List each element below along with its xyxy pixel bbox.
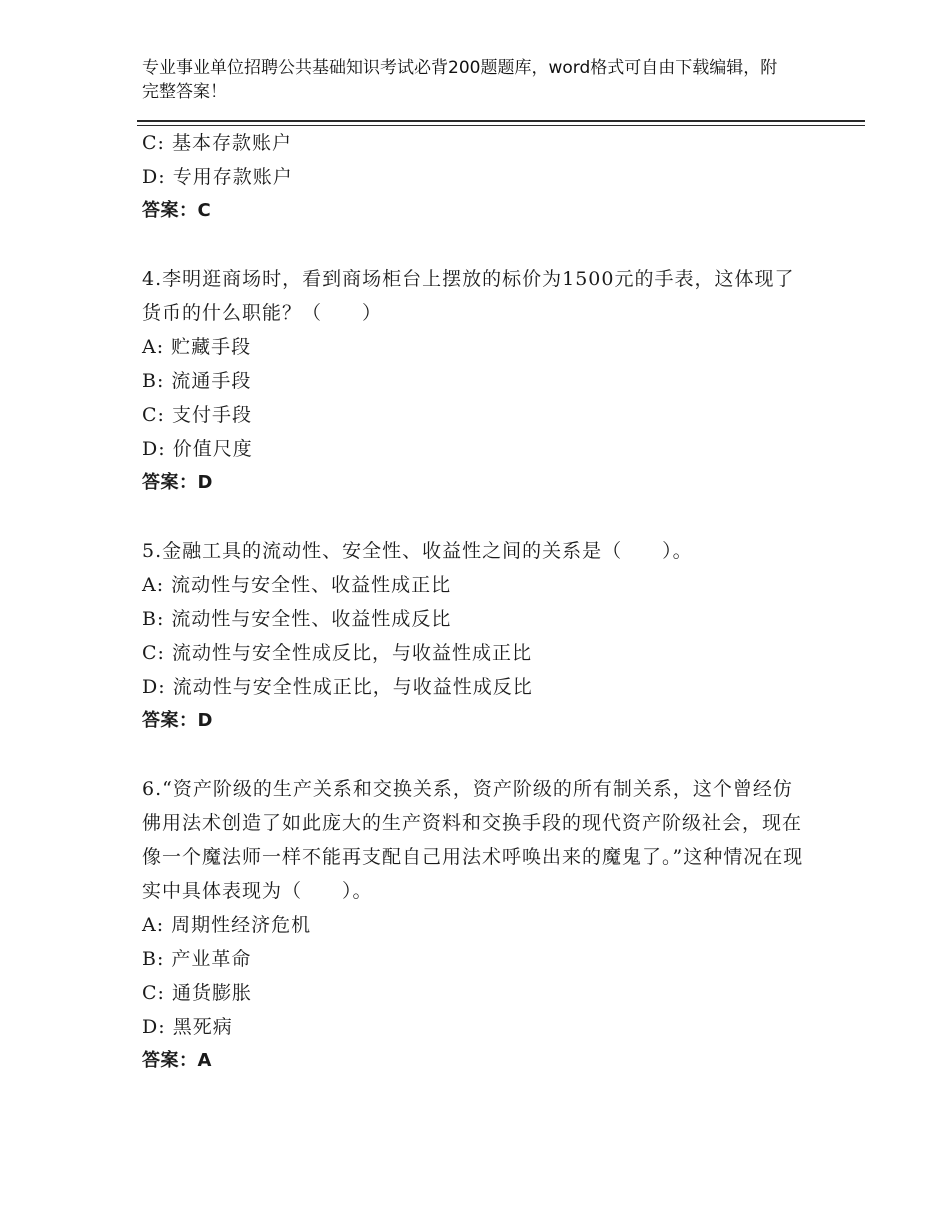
option-a — [142, 568, 812, 602]
option-c — [142, 126, 812, 160]
option-text: 周期性经济危机 — [171, 914, 312, 936]
option-d — [142, 160, 812, 194]
option-letter: A: — [142, 336, 165, 358]
option-text: 支付手段 — [172, 404, 253, 426]
question-text: 5.金融工具的流动性、安全性、收益性之间的关系是（ ）。 — [142, 540, 693, 562]
option-letter: B: — [142, 370, 165, 392]
option-b — [142, 942, 812, 976]
spacer — [142, 228, 812, 262]
option-text: 流通手段 — [171, 370, 252, 392]
option-letter: C: — [142, 132, 165, 154]
question-4 — [142, 262, 812, 500]
answer-line: 答案：D — [142, 710, 213, 731]
option-letter: C: — [142, 404, 165, 426]
option-text: 通货膨胀 — [172, 982, 253, 1004]
option-letter: A: — [142, 574, 165, 596]
header-title: 专业事业单位招聘公共基础知识考试必背200题题库，word格式可自由下载编辑，附完整答案！ — [142, 58, 778, 102]
option-a — [142, 330, 812, 364]
option-a — [142, 908, 812, 942]
option-letter: D: — [142, 1016, 166, 1038]
option-text: 基本存款账户 — [172, 132, 293, 154]
option-d — [142, 1010, 812, 1044]
header-divider-thick — [137, 120, 865, 122]
document-header — [142, 56, 792, 104]
question-fragment — [142, 126, 812, 228]
option-text: 黑死病 — [172, 1016, 233, 1038]
option-letter: D: — [142, 438, 166, 460]
option-letter: B: — [142, 608, 165, 630]
option-letter: C: — [142, 982, 165, 1004]
option-text: 流动性与安全性成正比，与收益性成反比 — [172, 676, 533, 698]
option-text: 流动性与安全性、收益性成正比 — [171, 574, 452, 596]
option-text: 价值尺度 — [172, 438, 253, 460]
option-letter: B: — [142, 948, 165, 970]
option-c — [142, 636, 812, 670]
question-text: 6.“资产阶级的生产关系和交换关系，资产阶级的所有制关系，这个曾经仿佛用法术创造了如此庞大的生产资料和交换手段的现代资产阶级社会，现在像一个魔法师一样不能再支配自己用法术呼唤出来的魔鬼了。”这种情况在现实中具体表现为（ ）。 — [142, 778, 804, 902]
option-b — [142, 602, 812, 636]
option-c — [142, 976, 812, 1010]
option-d — [142, 670, 812, 704]
answer-line: 答案：D — [142, 472, 213, 493]
spacer — [142, 738, 812, 772]
option-letter: D: — [142, 166, 166, 188]
option-text: 专用存款账户 — [172, 166, 293, 188]
option-letter: A: — [142, 914, 165, 936]
option-text: 产业革命 — [171, 948, 252, 970]
option-letter: D: — [142, 676, 166, 698]
option-letter: C: — [142, 642, 165, 664]
question-6 — [142, 772, 812, 1078]
question-5 — [142, 534, 812, 738]
option-d — [142, 432, 812, 466]
option-b — [142, 364, 812, 398]
option-text: 流动性与安全性成反比，与收益性成正比 — [172, 642, 533, 664]
answer-line: 答案：A — [142, 1050, 212, 1071]
question-content — [142, 126, 812, 1078]
question-text: 4.李明逛商场时，看到商场柜台上摆放的标价为1500元的手表，这体现了货币的什么职能？（ ） — [142, 268, 795, 324]
option-c — [142, 398, 812, 432]
answer-line: 答案：C — [142, 200, 212, 221]
spacer — [142, 500, 812, 534]
option-text: 流动性与安全性、收益性成反比 — [171, 608, 452, 630]
option-text: 贮藏手段 — [171, 336, 252, 358]
